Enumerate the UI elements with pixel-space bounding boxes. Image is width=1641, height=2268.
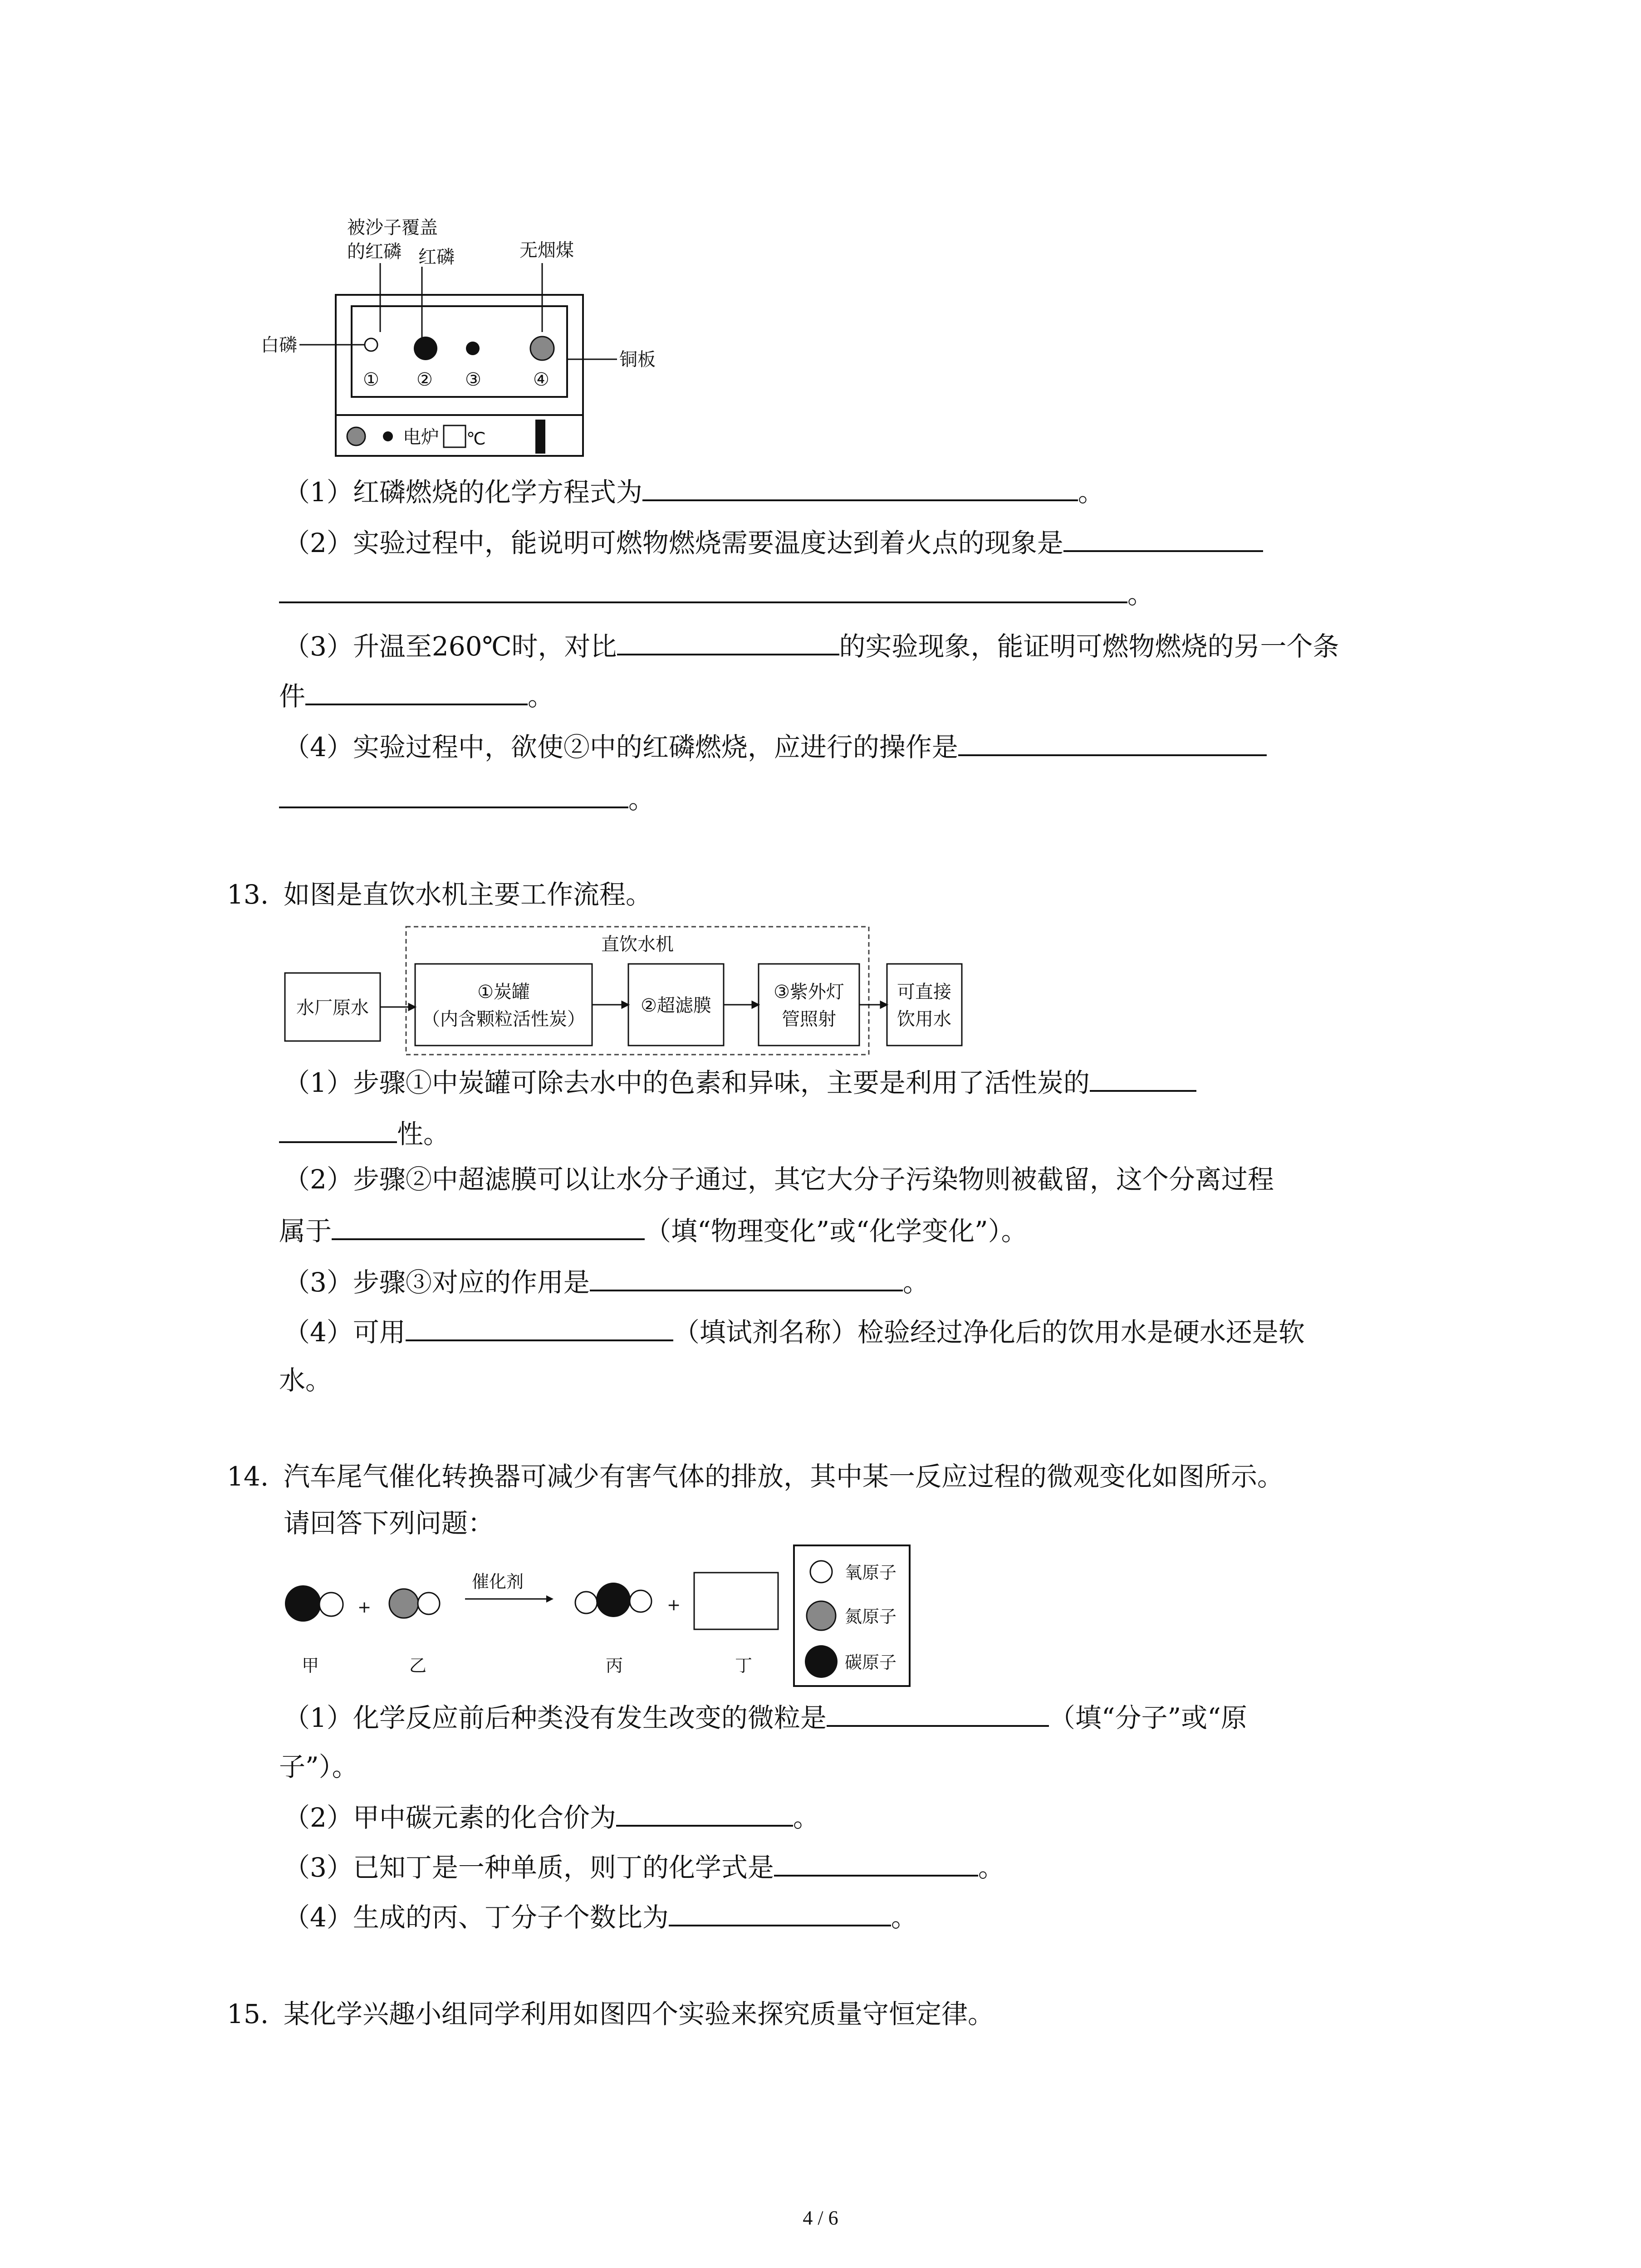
answer-blank[interactable] [958,728,1267,756]
answer-blank[interactable] [279,780,628,808]
white-phosphorus-sample [365,338,377,351]
sample-number-3: ③ [465,369,481,390]
answer-blank[interactable] [590,1263,903,1291]
combustion-apparatus-figure [254,213,708,467]
stove-switch-icon [535,420,545,454]
answer-blank[interactable] [827,1699,1049,1727]
q13-part1-cont: 性。 [279,1115,450,1152]
flow-box-drinkable-water-line2: 饮用水 [897,1009,951,1030]
q14-part4: （4）生成的丙、丁分子个数比为 。 [284,1898,917,1936]
question-14-stem-line2: 请回答下列问题： [284,1508,495,1539]
answer-blank[interactable] [1063,524,1263,552]
q12-part3-cont: 件 。 [279,677,554,714]
q14-part1-cont: 子”）。 [279,1751,358,1782]
sample-number-1: ① [363,369,379,390]
legend-carbon-label: 碳原子 [845,1652,897,1672]
q14-part2: （2）甲中碳元素的化合价为 。 [284,1799,819,1836]
label-sand-covered-line1: 被沙子覆盖 [347,217,438,238]
flow-group-title: 直饮水机 [601,934,674,955]
q12-part4: （4）实验过程中，欲使②中的红磷燃烧，应进行的操作是 [284,728,1267,765]
label-electric-stove: 电炉 [403,427,439,448]
yi-oxygen-atom [418,1593,440,1614]
jia-oxygen-atom [319,1593,343,1616]
jia-carbon-atom [285,1585,321,1622]
label-jia: 甲 [302,1656,319,1676]
label-red-phosphorus: 红磷 [418,247,455,268]
answer-blank[interactable] [1090,1064,1196,1092]
answer-blank[interactable] [642,473,1078,501]
answer-blank[interactable] [332,1212,645,1240]
water-purifier-flowchart [281,923,971,1059]
sample-number-2: ② [416,369,433,390]
question-13-stem: 如图是直饮水机主要工作流程。 [284,879,652,910]
plus-sign-1: + [358,1598,372,1617]
answer-blank[interactable] [305,677,528,705]
flow-box-carbon-tank [415,964,592,1046]
ding-empty-box [694,1573,778,1629]
stove-knob-icon [347,427,365,445]
answer-blank[interactable] [669,1898,891,1926]
bing-oxygen-atom-left [575,1592,597,1613]
flow-box-carbon-tank-line2: （内含颗粒活性炭） [422,1009,585,1030]
answer-blank[interactable] [774,1848,978,1877]
bing-oxygen-atom-right [630,1590,652,1612]
legend-nitrogen-label: 氮原子 [845,1607,897,1627]
q13-part4-cont: 水。 [279,1365,332,1396]
flow-box-drinkable-water [887,964,962,1046]
q12-part2-cont: 。 [279,575,1154,612]
legend-nitrogen-icon [807,1601,836,1630]
q12-part2: （2）实验过程中，能说明可燃物燃烧需要温度达到着火点的现象是 [284,524,1263,561]
temperature-unit: ℃ [466,429,486,449]
label-anthracite: 无烟煤 [519,240,574,261]
question-15-stem: 某化学兴趣小组同学利用如图四个实验来探究质量守恒定律。 [284,1999,994,2029]
q14-part1: （1）化学反应前后种类没有发生改变的微粒是 （填“分子”或“原 [284,1699,1247,1736]
anthracite-sample [530,337,554,360]
stove-indicator-icon [383,431,393,441]
question-13-number: 13. [227,879,269,910]
q13-part2-cont: 属于 （填“物理变化”或“化学变化”）。 [279,1212,1028,1249]
legend-oxygen-icon [810,1561,832,1583]
answer-blank[interactable] [406,1313,673,1341]
flow-box-uv-lamp-line1: ③紫外灯 [774,982,844,1002]
flow-box-ultrafiltration-label: ②超滤膜 [641,995,711,1016]
sample-number-4: ④ [533,369,549,390]
catalytic-reaction-figure [272,1545,930,1694]
flow-box-raw-water-label: 水厂原水 [296,997,369,1018]
label-sand-covered-line2: 的红磷 [347,241,402,262]
flow-box-drinkable-water-line1: 可直接 [897,982,951,1002]
question-15-number: 15. [227,1999,269,2029]
plus-sign-2: + [667,1596,681,1614]
red-phosphorus-sample [466,342,480,355]
page-number: 4 / 6 [803,2207,838,2229]
answer-blank[interactable] [279,1115,397,1143]
q12-part3: （3）升温至260℃时，对比 的实验现象，能证明可燃物燃烧的另一个条 [284,627,1339,665]
flow-box-uv-lamp [759,964,859,1046]
question-14-stem-line1: 汽车尾气催化转换器可减少有害气体的排放，其中某一反应过程的微观变化如图所示。 [284,1461,1284,1492]
q13-part4: （4）可用 （填试剂名称）检验经过净化后的饮用水是硬水还是软 [284,1313,1305,1350]
yi-nitrogen-atom [389,1589,418,1618]
catalyst-label: 催化剂 [472,1572,524,1592]
flow-box-uv-lamp-line2: 管照射 [782,1009,836,1030]
q13-part3: （3）步骤③对应的作用是 。 [284,1263,929,1300]
q12-part4-cont: 。 [279,780,655,817]
answer-blank[interactable] [617,627,839,655]
label-ding: 丁 [735,1656,753,1676]
legend-oxygen-label: 氧原子 [845,1563,897,1583]
legend-carbon-icon [805,1645,838,1678]
q12-part1: （1）红磷燃烧的化学方程式为 。 [284,473,1104,510]
label-copper-plate: 铜板 [619,349,656,370]
answer-blank[interactable] [616,1799,793,1827]
q13-part1: （1）步骤①中炭罐可除去水中的色素和异味，主要是利用了活性炭的 [284,1064,1196,1101]
label-bing: 丙 [606,1656,623,1676]
q13-part2: （2）步骤②中超滤膜可以让水分子通过，其它大分子污染物则被截留，这个分离过程 [284,1164,1274,1195]
q14-part3: （3）已知丁是一种单质，则丁的化学式是 。 [284,1848,1004,1886]
label-white-phosphorus: 白磷 [261,335,297,356]
sand-covered-red-phosphorus-sample [414,337,437,360]
flow-box-carbon-tank-line1: ①炭罐 [477,982,530,1002]
answer-blank[interactable] [279,575,1127,603]
temperature-display [444,425,465,447]
bing-carbon-atom [596,1583,631,1617]
question-14-number: 14. [227,1461,269,1492]
label-yi: 乙 [409,1656,427,1676]
